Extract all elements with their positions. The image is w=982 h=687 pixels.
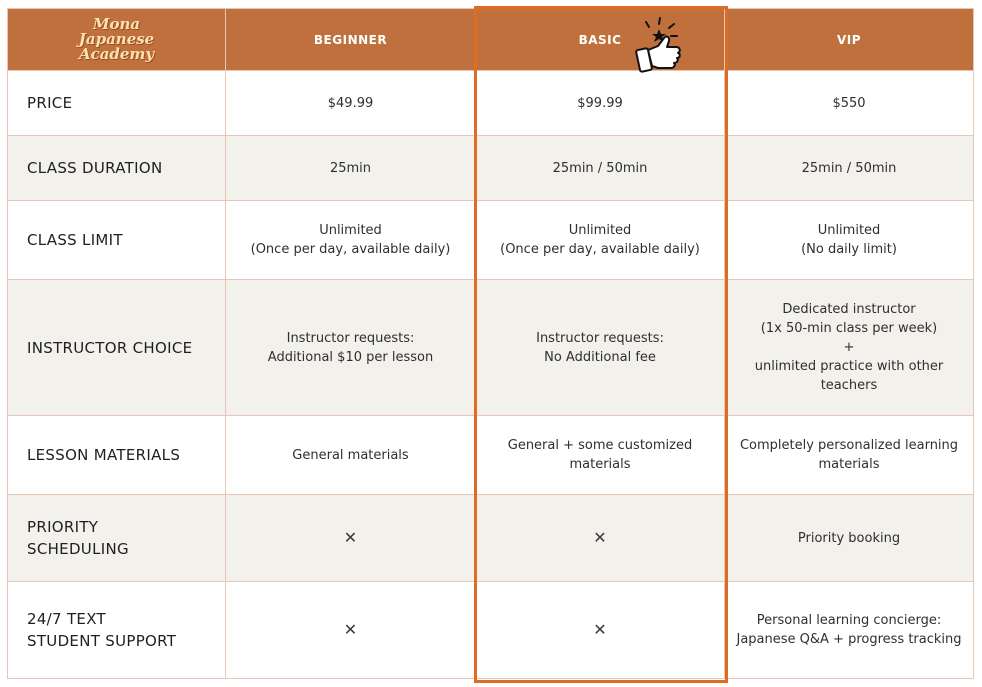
cross-icon: ✕ (343, 527, 358, 547)
beginner-value: Instructor requests: Additional $10 per lesson (226, 280, 476, 416)
feature-label: 24/7 TEXT STUDENT SUPPORT (8, 582, 226, 679)
feature-label: INSTRUCTOR CHOICE (8, 280, 226, 416)
vip-value: Priority booking (725, 495, 974, 582)
vip-value: 25min / 50min (725, 136, 974, 201)
cross-icon: ✕ (593, 527, 607, 547)
feature-label: PRIORITY SCHEDULING (8, 495, 226, 582)
row-instructor-choice (8, 280, 974, 416)
beginner-value (226, 495, 476, 582)
plan-header-beginner: BEGINNER (226, 9, 476, 71)
beginner-value: Unlimited (Once per day, available daily) (226, 201, 476, 280)
feature-label: LESSON MATERIALS (8, 416, 226, 495)
basic-value: $99.99 (476, 71, 725, 136)
feature-label: PRICE (8, 71, 226, 136)
row-priority-scheduling (8, 495, 974, 582)
feature-label: CLASS DURATION (8, 136, 226, 201)
logo-cell (8, 9, 226, 71)
beginner-value: $49.99 (226, 71, 476, 136)
row-lesson-materials (8, 416, 974, 495)
basic-value: 25min / 50min (476, 136, 725, 201)
pricing-table (7, 8, 974, 679)
beginner-value (226, 582, 476, 679)
vip-value: Personal learning concierge: Japanese Q&A + progress tracking (725, 582, 974, 679)
beginner-value: General materials (226, 416, 476, 495)
row-price (8, 71, 974, 136)
plan-header-basic: BASIC (476, 9, 725, 71)
vip-value: Completely personalized learning materials (725, 416, 974, 495)
plan-header-vip: VIP (725, 9, 974, 71)
basic-value (476, 495, 725, 582)
basic-value: General + some customized materials (476, 416, 725, 495)
basic-value (476, 582, 725, 679)
academy-logo: Mona Japanese Academy (78, 14, 155, 63)
vip-value: Unlimited (No daily limit) (725, 201, 974, 280)
beginner-value: 25min (226, 136, 476, 201)
header-row (8, 9, 974, 71)
feature-label: CLASS LIMIT (8, 201, 226, 280)
vip-value: Dedicated instructor (1x 50-min class per week) + unlimited practice with other teachers (725, 280, 974, 416)
cross-icon: ✕ (343, 619, 358, 639)
row-class-duration (8, 136, 974, 201)
vip-value: $550 (725, 71, 974, 136)
basic-value: Unlimited (Once per day, available daily) (476, 201, 725, 280)
thumbs-up-sparkle-icon (634, 16, 684, 78)
row-class-limit (8, 201, 974, 280)
row-text-support (8, 582, 974, 679)
basic-value: Instructor requests: No Additional fee (476, 280, 725, 416)
cross-icon: ✕ (593, 619, 607, 639)
